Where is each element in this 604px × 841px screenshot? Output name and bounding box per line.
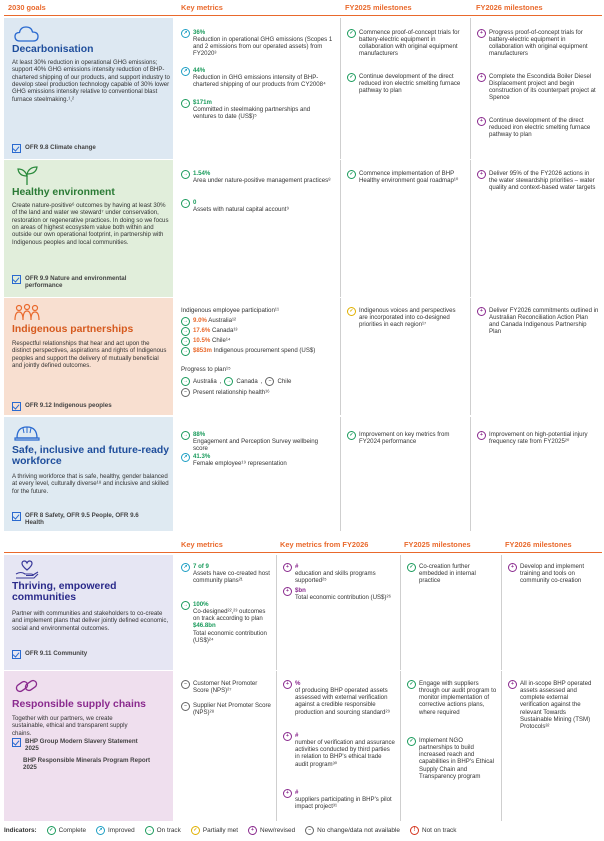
supply-description: Together with our partners, we create sustainable, ethical and transparent supply chains. [12, 715, 128, 737]
supply-fy25-1 [407, 680, 497, 716]
indig-ofr-link[interactable] [12, 402, 112, 411]
new-revised-icon: + [283, 789, 292, 798]
complete-icon: ✓ [407, 563, 416, 572]
improved-icon: ↗ [181, 29, 190, 38]
hard-hat-icon [14, 423, 40, 443]
partially-met-icon: ✓ [347, 307, 356, 316]
thriving-new-metric-2 [283, 587, 396, 601]
new-revised-icon: + [283, 680, 292, 689]
new-revised-icon: + [477, 29, 486, 38]
not-on-track-icon: ! [410, 826, 419, 835]
decarb-ofr-link[interactable] [12, 144, 96, 153]
thriving-title: Thriving, empowered communities [12, 581, 117, 604]
metric-text: Assets with natural capital account⁹ [193, 206, 290, 214]
metric-text: Area under nature-positive management practices⁸ [193, 177, 331, 185]
metric-text: Supplier Net Promoter Score (NPS)²⁸ [193, 702, 271, 717]
checkbox-icon [12, 738, 21, 747]
milestone-text: Engage with suppliers through our audit program to monitor implementation of corrective actions plans, where required [419, 680, 497, 716]
new-revised-icon: + [248, 826, 257, 835]
progress-canada: Canada [236, 377, 258, 385]
metric-text: Reduction in GHG emissions intensity of BHP-chartered shipping of our products from CY2008⁴ [193, 74, 326, 89]
thriving-goal-cell [4, 555, 173, 670]
on-track-icon: → [146, 827, 152, 833]
safe-metric-1 [181, 431, 333, 452]
milestone-text: Deliver 95% of the FY2026 actions in the water stewardship priorities – water quality and context-based water targets [489, 170, 596, 192]
supply-ofr-label: BHP Group Modern Slavery Statement 2025 [25, 738, 138, 753]
indig-progress-label: Progress to plan¹⁵ [181, 366, 231, 373]
header2-divider [4, 552, 602, 553]
on-track-icon: → [183, 318, 188, 324]
thriving-fy25-1 [407, 563, 497, 584]
header-fy2026: FY2026 milestones [476, 3, 543, 12]
healthy-ofr-link[interactable] [12, 275, 162, 290]
relationship-health-text: Present relationship health¹⁶ [193, 388, 270, 396]
new-revised-icon: + [508, 680, 517, 689]
metric-text: Assets have co-created host community plans²¹ [193, 570, 270, 585]
checkbox-icon [12, 402, 21, 411]
people-group-icon [14, 303, 40, 323]
section-indigenous-partnerships [4, 298, 602, 415]
improved-icon: ↗ [181, 67, 190, 76]
thriving-ofr-label: OFR 9.11 Community [25, 650, 88, 657]
on-track-icon: → [183, 100, 188, 106]
complete-icon: ✓ [407, 680, 416, 689]
metric-text: Engagement and Perception Survey wellbeing score [193, 438, 319, 453]
indig-description: Respectful relationships that hear and act upon the distinct perspectives, aspirations and rights of Indigenous peoples and support the delivery of mutually beneficial and jointly defined outcomes. [12, 340, 167, 369]
no-change-icon: – [181, 388, 190, 397]
divider [501, 555, 502, 670]
thriving-metric-2 [181, 601, 273, 644]
milestone-text: Deliver FY2026 commitments outlined in Australian Reconciliation Action Plan and Canada Indigenous Partnership Plan [489, 307, 599, 336]
divider [340, 18, 341, 159]
safe-ofr-link[interactable] [12, 512, 142, 527]
supply-title: Responsible supply chains [12, 699, 146, 710]
indig-metric-canada [181, 327, 333, 336]
new-revised-icon: + [283, 732, 292, 741]
section-responsible-supply-chains [4, 671, 602, 821]
header-fy2025: FY2025 milestones [345, 3, 412, 12]
on-track-icon: → [183, 348, 188, 354]
milestone-text: Continue development of the direct reduced iron electric smelting furnace pathway to plan [489, 117, 591, 139]
decarb-fy26-2 [477, 73, 599, 102]
milestone-text: All in-scope BHP operated assets assessed and complete external verification against the relevant Towards Sustainable Mining (TSM) Protocols³² [520, 680, 592, 730]
legend-improved [96, 826, 135, 835]
indig-fy26-1 [477, 307, 599, 336]
healthy-metric-1 [181, 170, 333, 184]
metric-value: # [295, 732, 299, 739]
supply-fy26-1 [508, 680, 598, 730]
section-decarbonisation [4, 18, 602, 159]
metric-text: suppliers participating in BHP's pilot impact project³¹ [295, 796, 392, 811]
decarb-fy26-3 [477, 117, 599, 138]
metric-value: 10.5% [193, 337, 211, 344]
milestone-text: Commence implementation of BHP Healthy environment goal roadmap¹⁰ [359, 170, 459, 185]
header2-key-metrics-2026: Key metrics from FY2026 [280, 540, 369, 549]
metric-value: 1.54% [193, 170, 211, 177]
checkbox-icon [12, 512, 21, 521]
supply-new-metric-2 [283, 732, 396, 768]
no-change-icon: – [265, 377, 274, 386]
checkbox-icon [12, 650, 21, 659]
divider [340, 160, 341, 297]
no-change-icon: – [305, 826, 314, 835]
complete-icon: ✓ [347, 431, 356, 440]
metric-value: % [295, 680, 301, 687]
leaf-sprout-icon [14, 166, 40, 186]
legend-complete [47, 826, 86, 835]
progress-chile: Chile [277, 377, 292, 385]
decarb-ofr-label: OFR 9.8 Climate change [25, 144, 96, 151]
decarb-fy26-1 [477, 29, 599, 58]
decarb-goal-cell [4, 18, 173, 159]
decarb-description: At least 30% reduction in operational GHG emissions; support 40% GHG emissions intensity reduction of BHP-chartered shipping of our products, and support industry to develop steel production technology capable of 30% lower GHG emissions intensity relative to conventional blast furnace steelmaking.¹,² [12, 59, 170, 103]
new-revised-icon: + [283, 563, 292, 572]
new-revised-icon: + [508, 563, 517, 572]
legend-no-change [305, 826, 400, 835]
complete-icon: ✓ [407, 737, 416, 746]
metric-text: Female employee¹⁹ representation [193, 460, 287, 468]
supply-metric-2 [181, 702, 273, 716]
metric-text: Chile¹⁴ [211, 337, 231, 344]
legend-text: Partially met [202, 826, 238, 834]
metric-value: 44% [193, 67, 206, 74]
healthy-title: Healthy environment [12, 187, 115, 198]
thriving-description: Partner with communities and stakeholders to co-create and implement plans that deliver jointly defined economic, social and environmental outcomes. [12, 610, 169, 632]
header2-key-metrics: Key metrics [181, 540, 223, 549]
legend-text: Complete [58, 826, 87, 834]
metric-value: $853m [193, 347, 212, 354]
indig-title: Indigenous partnerships [12, 324, 134, 335]
metric-text: Australia¹² [208, 317, 237, 324]
on-track-icon: → [226, 378, 232, 384]
no-change-icon: – [181, 702, 190, 711]
indig-fy25-1 [347, 307, 465, 328]
milestone-text: Develop and implement training and tools on community co-creation [520, 563, 585, 585]
metric-value: 88% [193, 431, 206, 438]
on-track-icon: → [183, 338, 188, 344]
metric-text: Customer Net Promoter Score (NPS)²⁷ [193, 680, 258, 695]
improved-icon: ↗ [181, 453, 190, 462]
section-thriving-communities [4, 555, 602, 670]
healthy-metric-2 [181, 199, 333, 213]
indig-goal-cell [4, 298, 173, 415]
milestone-text: Progress proof-of-concept trials for battery-electric equipment in collaboration with original equipment manufacturers [489, 29, 588, 58]
checkbox-icon [12, 275, 21, 284]
legend-text: Not on track [421, 826, 457, 834]
on-track-icon: → [183, 328, 188, 334]
complete-icon: ✓ [347, 170, 356, 179]
chain-link-icon [14, 676, 40, 696]
on-track-icon: → [183, 171, 188, 177]
thriving-new-metric-1 [283, 563, 396, 584]
metric-value: 9.0% [193, 317, 207, 324]
new-revised-icon: + [477, 170, 486, 179]
decarb-metric-2 [181, 67, 333, 88]
header-2030-goals: 2030 goals [8, 3, 46, 12]
safe-ofr-label: OFR 8 Safety, OFR 9.5 People, OFR 9.6 Health [25, 512, 139, 527]
healthy-ofr-label: OFR 9.9 Nature and environmental performance [25, 275, 127, 290]
supply-ofr-link-2[interactable]: BHP Responsible Minerals Program Report 2025 [23, 757, 151, 772]
milestone-text: Commence proof-of-concept trials for battery-electric equipment in collaboration with original equipment manufacturers [359, 29, 460, 58]
header-key-metrics: Key metrics [181, 3, 223, 12]
metric-text: Committed in steelmaking partnerships and ventures to date (US$)⁵ [193, 106, 311, 121]
divider [340, 298, 341, 415]
metric-value: 17.6% [193, 327, 211, 334]
indig-ofr-label: OFR 9.12 Indigenous peoples [25, 402, 112, 409]
legend-on-track [145, 826, 181, 835]
supply-metric-1 [181, 680, 273, 694]
healthy-fy25-1 [347, 170, 465, 184]
milestone-text: Implement NGO partnerships to build increased reach and capabilities in BHP's Ethical Supply Chain and Transparency program [419, 737, 494, 780]
on-track-icon: → [183, 432, 188, 438]
metric-text: Total economic contribution (US$)²⁶ [295, 594, 391, 602]
metric-value: 7 of 9 [193, 563, 209, 570]
metric-text: Indigenous procurement spend (US$) [213, 347, 316, 354]
section-healthy-environment [4, 160, 602, 297]
legend-text: On track [156, 826, 181, 834]
metric-value: # [295, 789, 299, 796]
indig-metric-australia [181, 317, 333, 326]
milestone-text: Complete the Escondida Boiler Diesel Displacement project and begin construction of its counterpart project at Spence [489, 73, 596, 102]
safe-fy26-1 [477, 431, 599, 445]
divider [276, 555, 277, 670]
milestone-text: Indigenous voices and perspectives are incorporated into co-designed priorities in each region¹⁷ [359, 307, 456, 329]
supply-ofr-link-1[interactable] [12, 738, 142, 753]
metric-value: 36% [193, 29, 206, 36]
legend-partially-met [191, 826, 238, 835]
new-revised-icon: + [283, 587, 292, 596]
healthy-fy26-1 [477, 170, 599, 191]
divider [340, 417, 341, 531]
new-revised-icon: + [477, 431, 486, 440]
safe-goal-cell [4, 417, 173, 531]
healthy-goal-cell [4, 160, 173, 297]
header-divider [4, 15, 602, 16]
divider [470, 417, 471, 531]
indig-employee-label: Indigenous employee participation¹¹ [181, 307, 280, 314]
metric-text: Total economic contribution (US$)²⁴ [193, 629, 267, 644]
metric-value: $bn [295, 587, 306, 594]
complete-icon: ✓ [347, 73, 356, 82]
cloud-icon [14, 24, 40, 44]
legend-text: Improved [108, 826, 135, 834]
new-revised-icon: + [477, 73, 486, 82]
milestone-text: Continue development of the direct reduced iron electric smelting furnace pathway to plan [359, 73, 461, 95]
divider [470, 18, 471, 159]
legend-label: Indicators: [4, 826, 37, 834]
milestone-text: Improvement on key metrics from FY2024 performance [359, 431, 450, 446]
indig-relationship-health [181, 388, 270, 397]
decarb-fy25-2 [347, 73, 465, 94]
decarb-fy25-1 [347, 29, 465, 58]
decarb-metric-1 [181, 29, 333, 58]
safe-fy25-1 [347, 431, 465, 445]
milestone-text: Improvement on high-potential injury frequency rate from FY2025²⁰ [489, 431, 588, 446]
progress-australia: Australia [193, 377, 217, 385]
metric-value: 0 [193, 199, 197, 206]
complete-icon: ✓ [47, 826, 56, 835]
on-track-icon: → [183, 200, 188, 206]
legend-new-revised [248, 826, 295, 835]
indicator-legend [4, 826, 456, 835]
divider [400, 555, 401, 670]
metric-value: $46.8bn [193, 622, 216, 630]
safe-title: Safe, inclusive and future-ready workforce [12, 445, 170, 468]
safe-description: A thriving workforce that is safe, healthy, gender balanced at every level, culturally diverse¹⁸ and inclusive and skilled for the future. [12, 473, 169, 495]
hand-heart-icon [14, 560, 40, 580]
legend-text: New/revised [260, 826, 296, 834]
indig-progress-row: → Australia , → Canada , – Chile [183, 377, 292, 385]
divider [470, 160, 471, 297]
improved-icon: ↗ [181, 563, 190, 572]
metric-text: Co-designed²²,²³ outcomes on track according to plan [193, 608, 266, 623]
safe-metric-2 [181, 453, 333, 467]
partially-met-icon: ✓ [191, 826, 200, 835]
metric-value: 41.3% [193, 453, 211, 460]
metric-text: education and skills programs supported²⁵ [295, 570, 376, 585]
milestone-text: Co-creation further embedded in internal practice [419, 563, 476, 585]
new-revised-icon: + [477, 307, 486, 316]
divider [501, 671, 502, 821]
divider [470, 298, 471, 415]
thriving-metric-1 [181, 563, 273, 584]
complete-icon: ✓ [347, 29, 356, 38]
on-track-icon: → [183, 602, 188, 608]
thriving-fy26-1 [508, 563, 598, 584]
supply-new-metric-1 [283, 680, 396, 716]
metric-text: of producing BHP operated assets assessed with external verification against a credible responsible production and sourcing standard²⁹ [295, 687, 391, 716]
supply-new-metric-3 [283, 789, 396, 810]
indig-metric-procurement [181, 347, 333, 356]
decarb-title: Decarbonisation [12, 44, 94, 55]
supply-fy25-2 [407, 737, 497, 780]
thriving-ofr-link[interactable] [12, 650, 87, 659]
metric-text: number of verification and assurance activities conducted by third parties in relation to BHP's ethical trade audit program³⁰ [295, 739, 395, 768]
metric-value: 100% [193, 601, 209, 608]
improved-icon: ↗ [96, 826, 105, 835]
metric-value: $171m [193, 99, 212, 106]
legend-not-on-track [410, 826, 456, 835]
checkbox-icon [12, 144, 21, 153]
metric-text: Reduction in operational GHG emissions (Scopes 1 and 2 emissions from our operated assets) from FY2020³ [193, 36, 333, 58]
legend-text: No change/data not available [317, 826, 400, 834]
no-change-icon: – [181, 680, 190, 689]
on-track-icon: → [183, 378, 188, 384]
section-safe-workforce [4, 417, 602, 531]
metric-value: # [295, 563, 299, 570]
healthy-description: Create nature-positive⁶ outcomes by having at least 30% of the land and water we steward⁷ under conservation, restoration or regenerative practices. In doing so we focus on areas of highest ecosystem value both within and outside our own operational footprint, in partnership with Indigenous peoples and local communities. [12, 202, 169, 246]
divider [276, 671, 277, 821]
supply-goal-cell [4, 671, 173, 821]
divider [400, 671, 401, 821]
header2-fy2026: FY2026 milestones [505, 540, 572, 549]
decarb-metric-3 [181, 99, 333, 120]
indig-metric-chile [181, 337, 333, 346]
header2-fy2025: FY2025 milestones [404, 540, 471, 549]
metric-text: Canada¹³ [211, 327, 238, 334]
new-revised-icon: + [477, 117, 486, 126]
